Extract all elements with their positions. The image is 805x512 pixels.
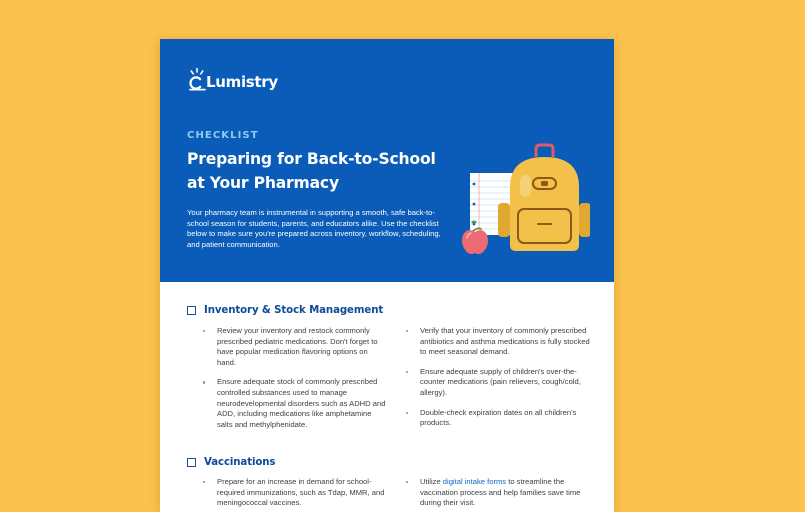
checklist-document <box>160 39 614 512</box>
list-item-text: Utilize <box>420 477 443 486</box>
backpack-icon <box>498 143 590 251</box>
page-title <box>187 147 467 195</box>
title-line-2: at Your Pharmacy <box>187 174 339 192</box>
list-item: Ensure adequate supply of children's over-the-counter medications (pain relievers, cough/cold, allergy). <box>405 367 595 399</box>
checkbox-icon[interactable] <box>187 458 196 467</box>
list-item: Verify that your inventory of commonly prescribed antibiotics and asthma medications is fully stocked to meet seasonal demand. <box>405 326 595 358</box>
inventory-left-column <box>202 326 388 439</box>
section-vaccinations-header <box>187 457 275 468</box>
title-line-1: Preparing for Back-to-School <box>187 150 436 168</box>
hero-banner <box>160 39 614 282</box>
list-item: Double-check expiration dates on all children's products. <box>405 408 595 429</box>
lumistry-logo <box>187 67 278 91</box>
list-item: Review your inventory and restock commonly prescribed pediatric medications. Don't forget to have popular medication flavoring options on hand. <box>202 326 388 368</box>
checkbox-icon[interactable] <box>187 306 196 315</box>
section-inventory-header <box>187 305 383 316</box>
digital-intake-forms-link[interactable]: digital intake forms <box>442 477 507 486</box>
vaccinations-left-column <box>202 477 388 512</box>
list-item: Ensure adequate stock of commonly prescribed controlled substances used to manage neurodevelopmental disorders such as ADHD and ADD, including medications like amphetamine salts and methylphenidate. <box>202 377 388 430</box>
section-title: Inventory & Stock Management <box>204 305 384 316</box>
back-to-school-illustration <box>460 143 590 258</box>
intro-paragraph: Your pharmacy team is instrumental in supporting a smooth, safe back-to-school season for students, parents, and educators alike. Use the checklist below to make sure you're prepared across inventory, workflow, scheduling, and patient communication. <box>187 208 441 249</box>
list-item-text: to streamline the vaccination process and help families save time during their visit. <box>420 477 581 508</box>
list-item: Prepare for an increase in demand for school-required immunizations, such as Tdap, MMR, and meningococcal vaccines. <box>202 477 388 509</box>
eyebrow-label: CHECKLIST <box>187 130 259 141</box>
list-item <box>405 477 595 509</box>
vaccinations-right-column <box>405 477 595 512</box>
inventory-right-column <box>405 326 595 438</box>
brand-name: Lumistry <box>206 73 278 91</box>
section-title: Vaccinations <box>204 457 276 468</box>
lumistry-sun-icon <box>187 67 207 91</box>
